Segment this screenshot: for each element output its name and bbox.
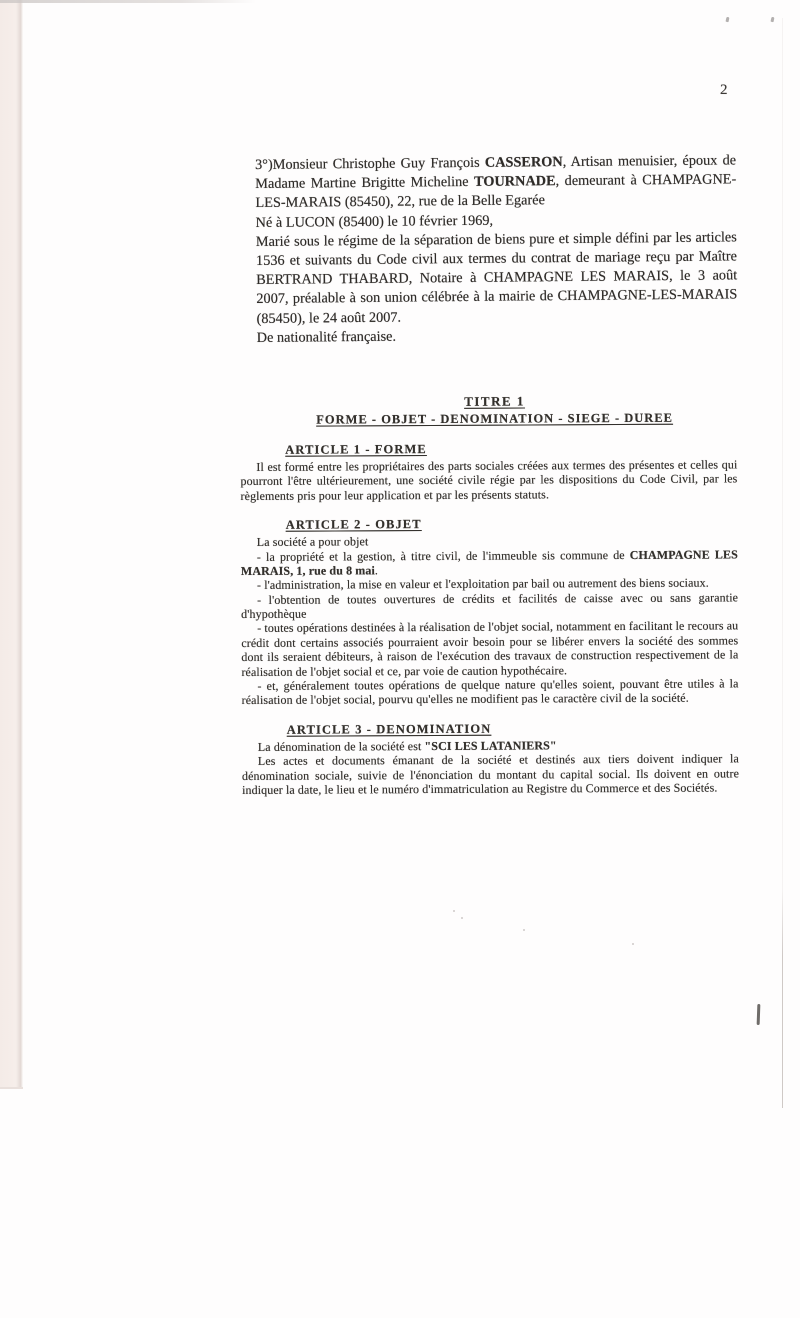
- text-segment: La dénomination de la société est: [257, 738, 425, 754]
- bold-text-segment: CASSERON: [484, 154, 563, 171]
- article-paragraph: [241, 590, 738, 621]
- text-segment: La société a pour objet: [256, 534, 369, 550]
- page-number: 2: [720, 82, 728, 98]
- text-segment: Il est formé entre les propriétaires des parts sociales créées aux termes des présentes et celles qui pourront l'être ultérieurement, une société civile régie par les dispositions du Code Civil, par les règlements pris pour leur application et par les présents statuts.: [240, 457, 738, 503]
- title-block: [252, 393, 737, 427]
- article-heading: ARTICLE 3 - DENOMINATION: [286, 721, 492, 737]
- scan-speck: [523, 929, 525, 931]
- intro-paragraph: [255, 151, 737, 213]
- scan-speck: [771, 17, 775, 23]
- text-segment: - la propriété et la gestion, à titre civil, de l'immeuble sis commune de: [256, 547, 630, 564]
- article-section: [240, 440, 737, 503]
- document-body: [240, 393, 739, 797]
- text-segment: .: [374, 563, 379, 578]
- article-paragraph: [240, 457, 737, 503]
- bold-text-segment: "SCI LES LATANIERS": [424, 738, 557, 753]
- text-segment: - l'administration, la mise en valeur et l'exploitation par bail ou autrement des biens sociaux.: [256, 575, 709, 593]
- scan-speck: [461, 917, 463, 919]
- titre-1-subheading: FORME - OBJET - DENOMINATION - SIEGE - DUREE: [316, 411, 674, 427]
- article-section: [242, 720, 739, 797]
- article-paragraph: [242, 752, 739, 798]
- text-segment: 3°)Monsieur Christophe Guy François: [255, 154, 485, 173]
- articles-container: [240, 440, 739, 797]
- scan-speck: [632, 943, 634, 945]
- article-section: [241, 515, 739, 707]
- titre-1-heading: TITRE 1: [464, 393, 525, 409]
- text-segment: Marié sous le régime de la séparation de biens pure et simple défini par les articles 1536 et suivants du Code civil aux termes du contrat de mariage reçu par Maître BERTRAND THABARD, Notaire à CHAMPAGNE LES MARAIS, le 3 août 2007, préalable à son union célébrée à la mairie de CHAMPAGNE-LES-MARAIS (85450), le 24 août 2007.: [255, 229, 738, 327]
- scan-right-page-edge: [782, 18, 783, 1108]
- text-segment: - toutes opérations destinées à la réalisation de l'objet social, notamment en facilitant le recours au crédit dont certains associés pourraient avoir besoin pour se libérer envers la société des sommes dont ils seraient débiteurs, à raison de l'exécution des travaux de construction respectivement de la réalisation de l'objet social et ce, par voie de caution hypothécaire.: [241, 618, 739, 679]
- article-paragraph: [241, 676, 738, 707]
- pen-mark: [757, 1004, 760, 1025]
- scan-top-edge-shadow: [0, 0, 256, 3]
- text-segment: Les actes et documents émanant de la société et destinés aux tiers doivent indiquer la dénomination sociale, suivie de l'énonciation du montant du capital social. Ils doivent en outre indiquer la date, le lieu et le numéro d'immatriculation au Registre du Commerce et des Sociétés.: [241, 751, 740, 797]
- text-segment: De nationalité française.: [256, 328, 397, 346]
- article-heading: ARTICLE 1 - FORME: [285, 441, 427, 457]
- text-segment: , Artisan menuisier, époux de Madame Martine Brigitte Micheline: [255, 152, 737, 193]
- scan-speck: [453, 910, 455, 912]
- scan-left-edge-shadow: [0, 0, 23, 1089]
- text-segment: Né à LUCON (85400) le 10 février 1969,: [255, 212, 494, 231]
- article-paragraph: [241, 619, 738, 679]
- intro-paragraph: [256, 228, 738, 329]
- article-paragraph: [241, 547, 738, 578]
- text-segment: , demeurant à CHAMPAGNE-LES-MARAIS (85450), 22, rue de la Belle Egarée: [255, 171, 737, 212]
- scan-speck: [726, 17, 730, 23]
- bold-text-segment: CHAMPAGNE LES MARAIS, 1, rue du 8 mai: [240, 547, 738, 579]
- article-heading: ARTICLE 2 - OBJET: [285, 517, 422, 532]
- text-segment: - l'obtention de toutes ouvertures de crédits et facilités de caisse avec ou sans garantie d'hypothèque: [241, 590, 739, 622]
- intro-paragraph: [257, 324, 738, 348]
- party-description-block: [255, 151, 738, 348]
- bold-text-segment: TOURNADE: [473, 173, 556, 191]
- text-segment: - et, généralement toutes opérations de quelque nature qu'elles soient, pouvant être utiles à la réalisation de l'objet social, pourvu qu'elles ne modifient pas le caractère civil de la société.: [241, 676, 739, 708]
